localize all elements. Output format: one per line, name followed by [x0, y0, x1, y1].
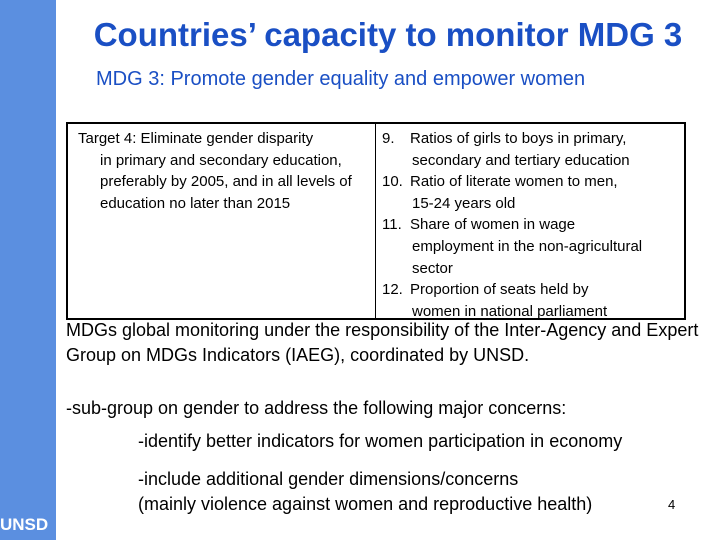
indicator-number: 12.	[382, 281, 403, 299]
monitoring-paragraph: MDGs global monitoring under the responsibility of the Inter-Agency and Expert Group on MDGs Indicators (IAEG), coordinated by UNSD.	[66, 320, 699, 365]
left-sidebar-bar	[0, 0, 56, 540]
target-first-line: Target 4: Eliminate gender disparity	[78, 130, 314, 147]
concern-item-dimensions	[138, 467, 592, 517]
indicator-text: Ratio of literate women to men,	[410, 173, 618, 191]
indicator-number: 9.	[382, 130, 395, 147]
subgroup-line: -sub-group on gender to address the following major concerns:	[66, 398, 567, 418]
indicator-number: 11.	[382, 216, 402, 234]
indicator-continuation: employment in the non-agricultural sector	[412, 237, 643, 277]
slide-subtitle: MDG 3: Promote gender equality and empower women	[96, 68, 586, 90]
indicator-text: Share of women in wage	[410, 216, 576, 234]
concern-line-2: (mainly violence against women and reproductive health)	[138, 494, 593, 514]
indicator-item	[382, 171, 682, 214]
indicators-cell	[382, 128, 682, 322]
indicator-continuation: women in national parliament	[412, 302, 608, 320]
page-number: 4	[668, 497, 676, 512]
unsd-logo-text: UNSD	[0, 515, 49, 534]
indicator-continuation: 15-24 years old	[412, 194, 516, 212]
indicator-number: 10.	[382, 173, 403, 191]
concern-line-1: -include additional gender dimensions/concerns	[138, 469, 519, 489]
mdg-target-table	[66, 122, 686, 320]
indicator-item	[382, 128, 682, 171]
indicator-item	[382, 279, 682, 322]
target-rest: in primary and secondary education, preferably by 2005, and in all levels of education no later than 2015	[100, 151, 352, 212]
indicator-text: Ratios of girls to boys in primary,	[410, 130, 627, 147]
table-column-divider	[375, 124, 376, 318]
indicator-item	[382, 214, 682, 279]
slide-title: Countries’ capacity to monitor MDG 3	[93, 16, 683, 53]
concern-item-indicators: -identify better indicators for women participation in economy	[138, 431, 623, 451]
indicator-continuation: secondary and tertiary education	[412, 151, 630, 169]
indicator-text: Proportion of seats held by	[410, 281, 589, 299]
target-cell	[78, 128, 368, 214]
